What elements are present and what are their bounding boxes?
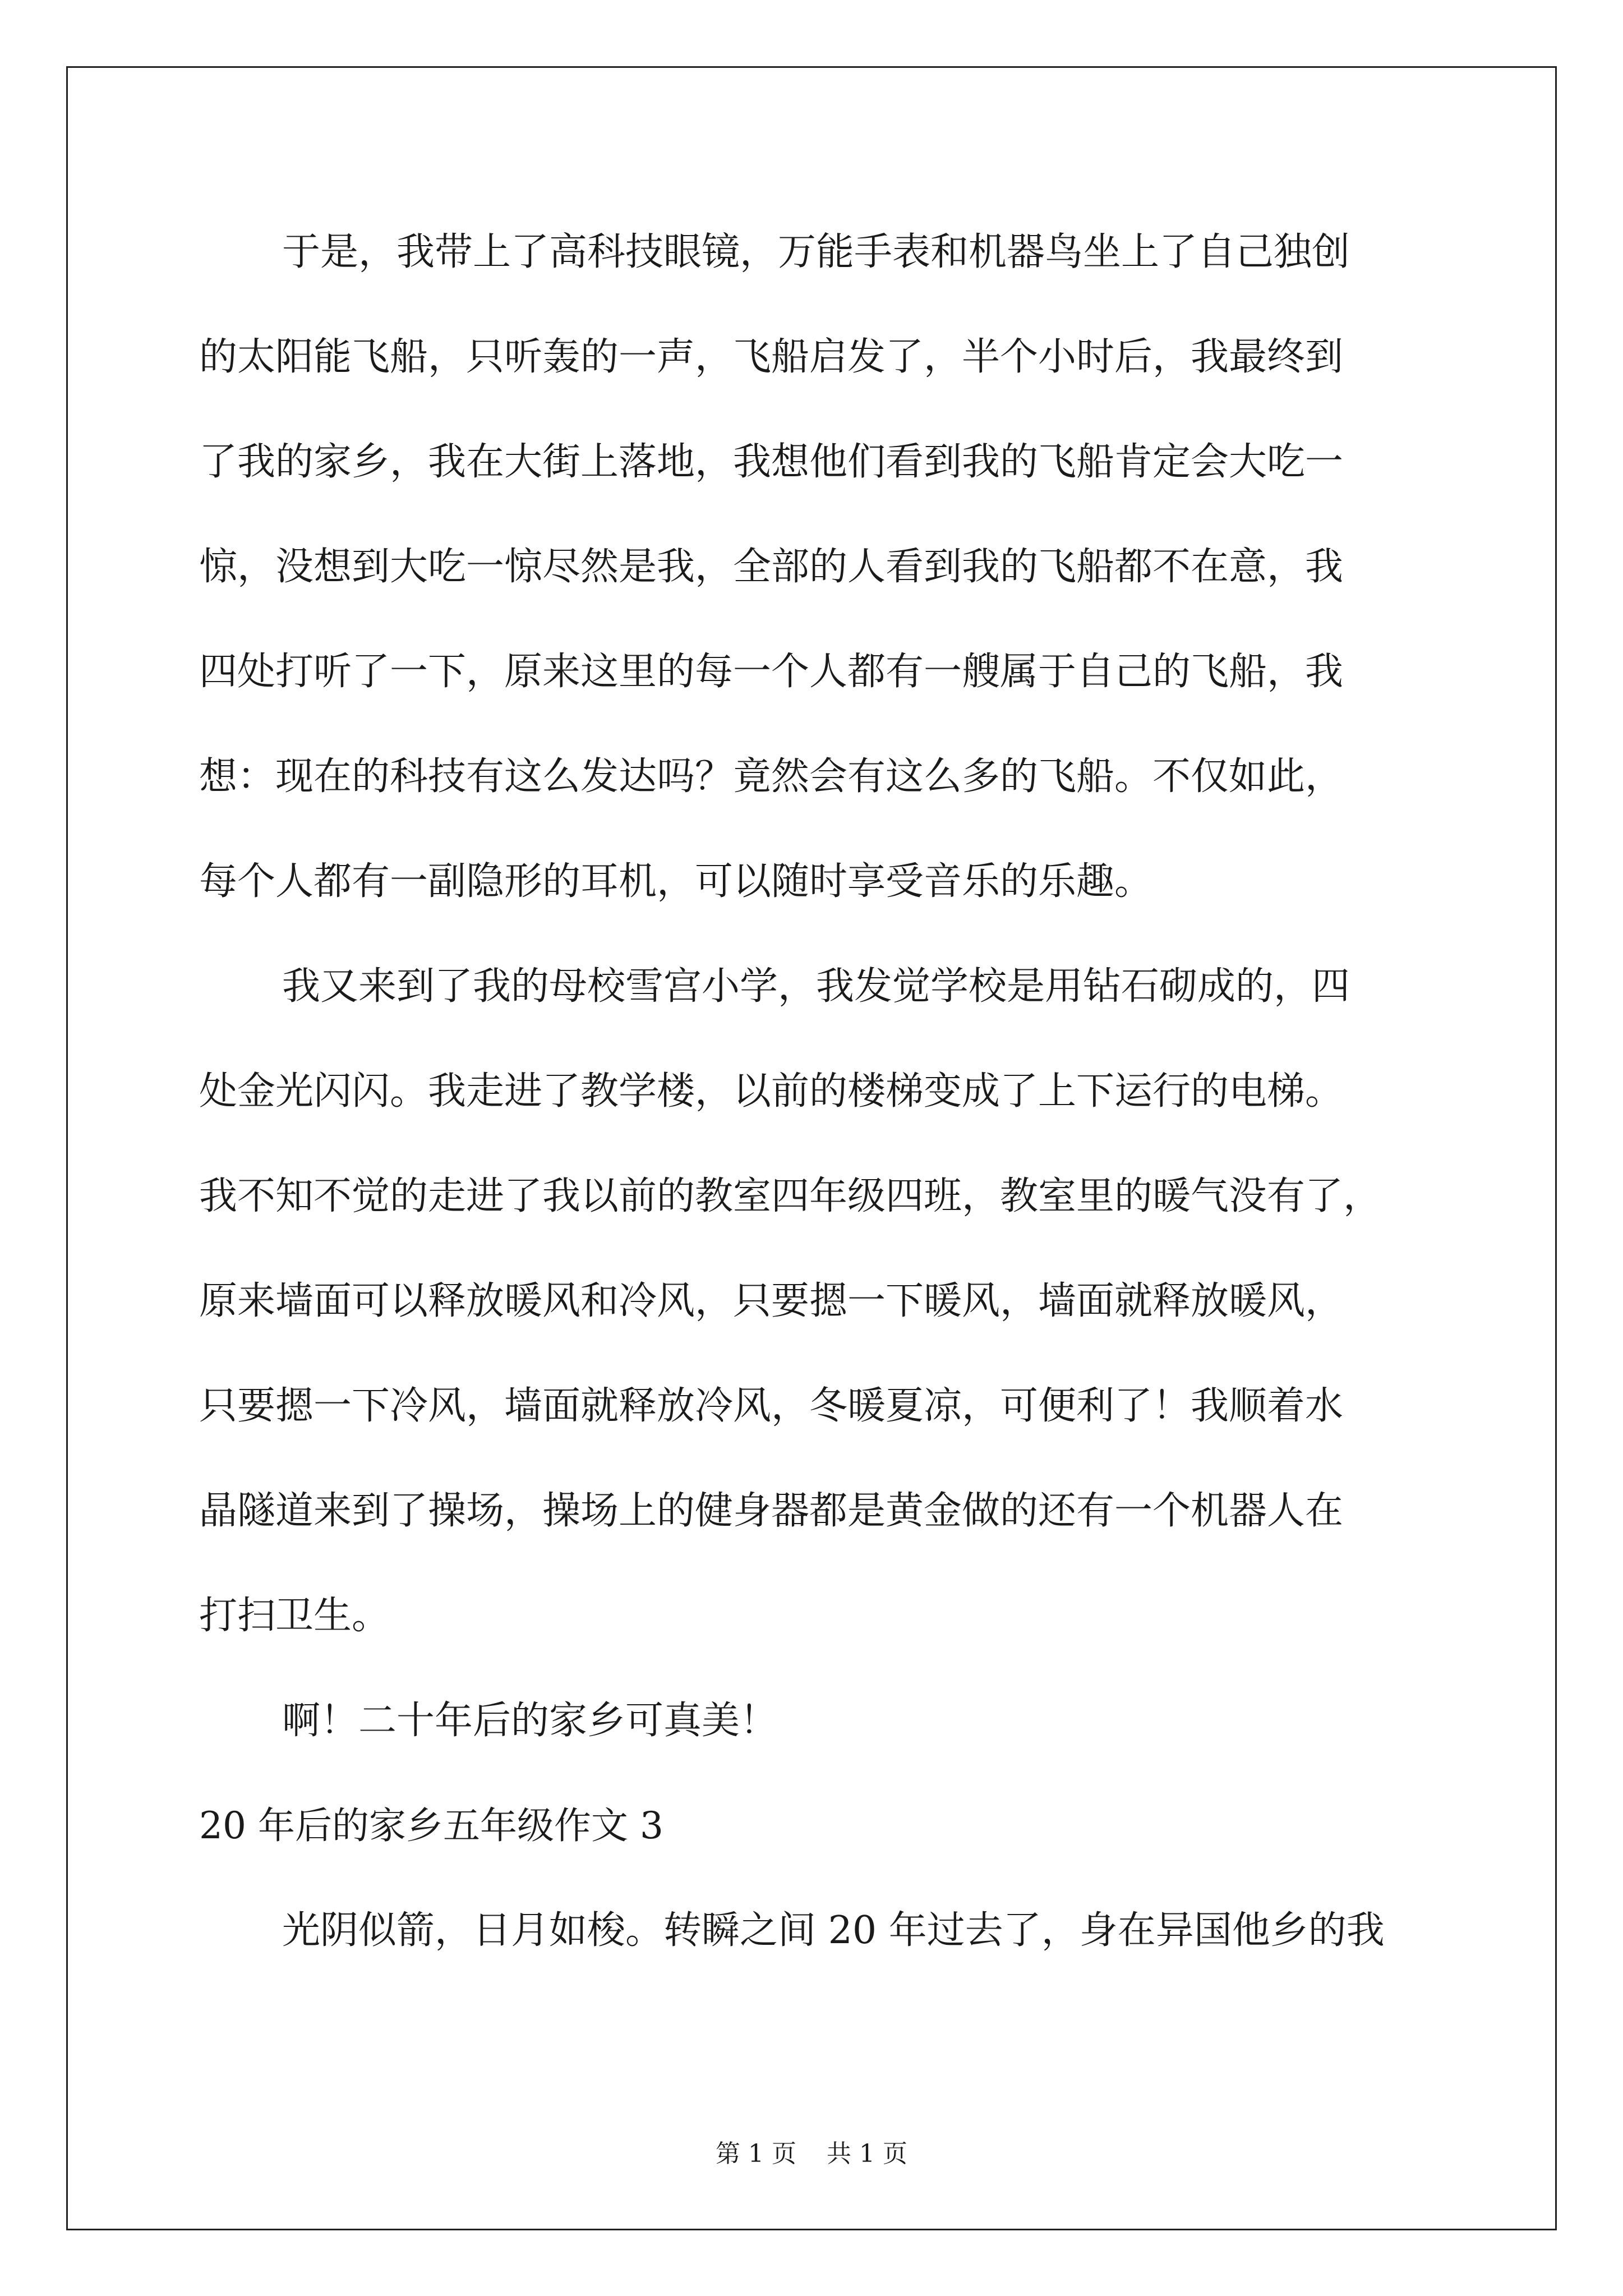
text-line: 光阴似箭，日月如梭。转瞬之间 20 年过去了，身在异国他乡的我	[282, 1908, 1385, 1953]
text-line: 我不知不觉的走进了我以前的教室四年级四班，教室里的暖气没有了，	[199, 1174, 1382, 1218]
page-number: 第 1 页	[716, 2139, 796, 2168]
section-heading: 20 年后的家乡五年级作文 3	[199, 1804, 663, 1847]
text-line: 只要摁一下冷风，墙面就释放冷风，冬暖夏凉，可便利了！我顺着水	[199, 1384, 1344, 1428]
text-line: 打扫卫生。	[199, 1594, 390, 1638]
text-line: 晶隧道来到了操场，操场上的健身器都是黄金做的还有一个机器人在	[199, 1489, 1344, 1533]
text-line: 处金光闪闪。我走进了教学楼，以前的楼梯变成了上下运行的电梯。	[199, 1069, 1344, 1114]
text-line: 的太阳能飞船，只听轰的一声，飞船启发了，半个小时后，我最终到	[199, 335, 1344, 379]
text-line: 每个人都有一副隐形的耳机，可以随时享受音乐的乐趣。	[199, 859, 1153, 904]
text-line: 于是，我带上了高科技眼镜，万能手表和机器鸟坐上了自己独创	[282, 230, 1350, 274]
text-line: 原来墙面可以释放暖风和冷风，只要摁一下暖风，墙面就释放暖风，	[199, 1279, 1344, 1323]
text-line: 我又来到了我的母校雪宫小学，我发觉学校是用钻石砌成的，四	[282, 964, 1350, 1009]
page-total: 共 1 页	[827, 2139, 907, 2168]
text-line: 想：现在的科技有这么发达吗？竟然会有这么多的飞船。不仅如此，	[199, 754, 1344, 799]
page-footer	[0, 2137, 1623, 2171]
text-line: 了我的家乡，我在大街上落地，我想他们看到我的飞船肯定会大吃一	[199, 440, 1344, 484]
text-line: 惊，没想到大吃一惊尽然是我，全部的人看到我的飞船都不在意，我	[199, 545, 1344, 589]
text-line: 四处打听了一下，原来这里的每一个人都有一艘属于自己的飞船，我	[199, 650, 1344, 694]
text-line: 啊！二十年后的家乡可真美！	[282, 1699, 778, 1743]
